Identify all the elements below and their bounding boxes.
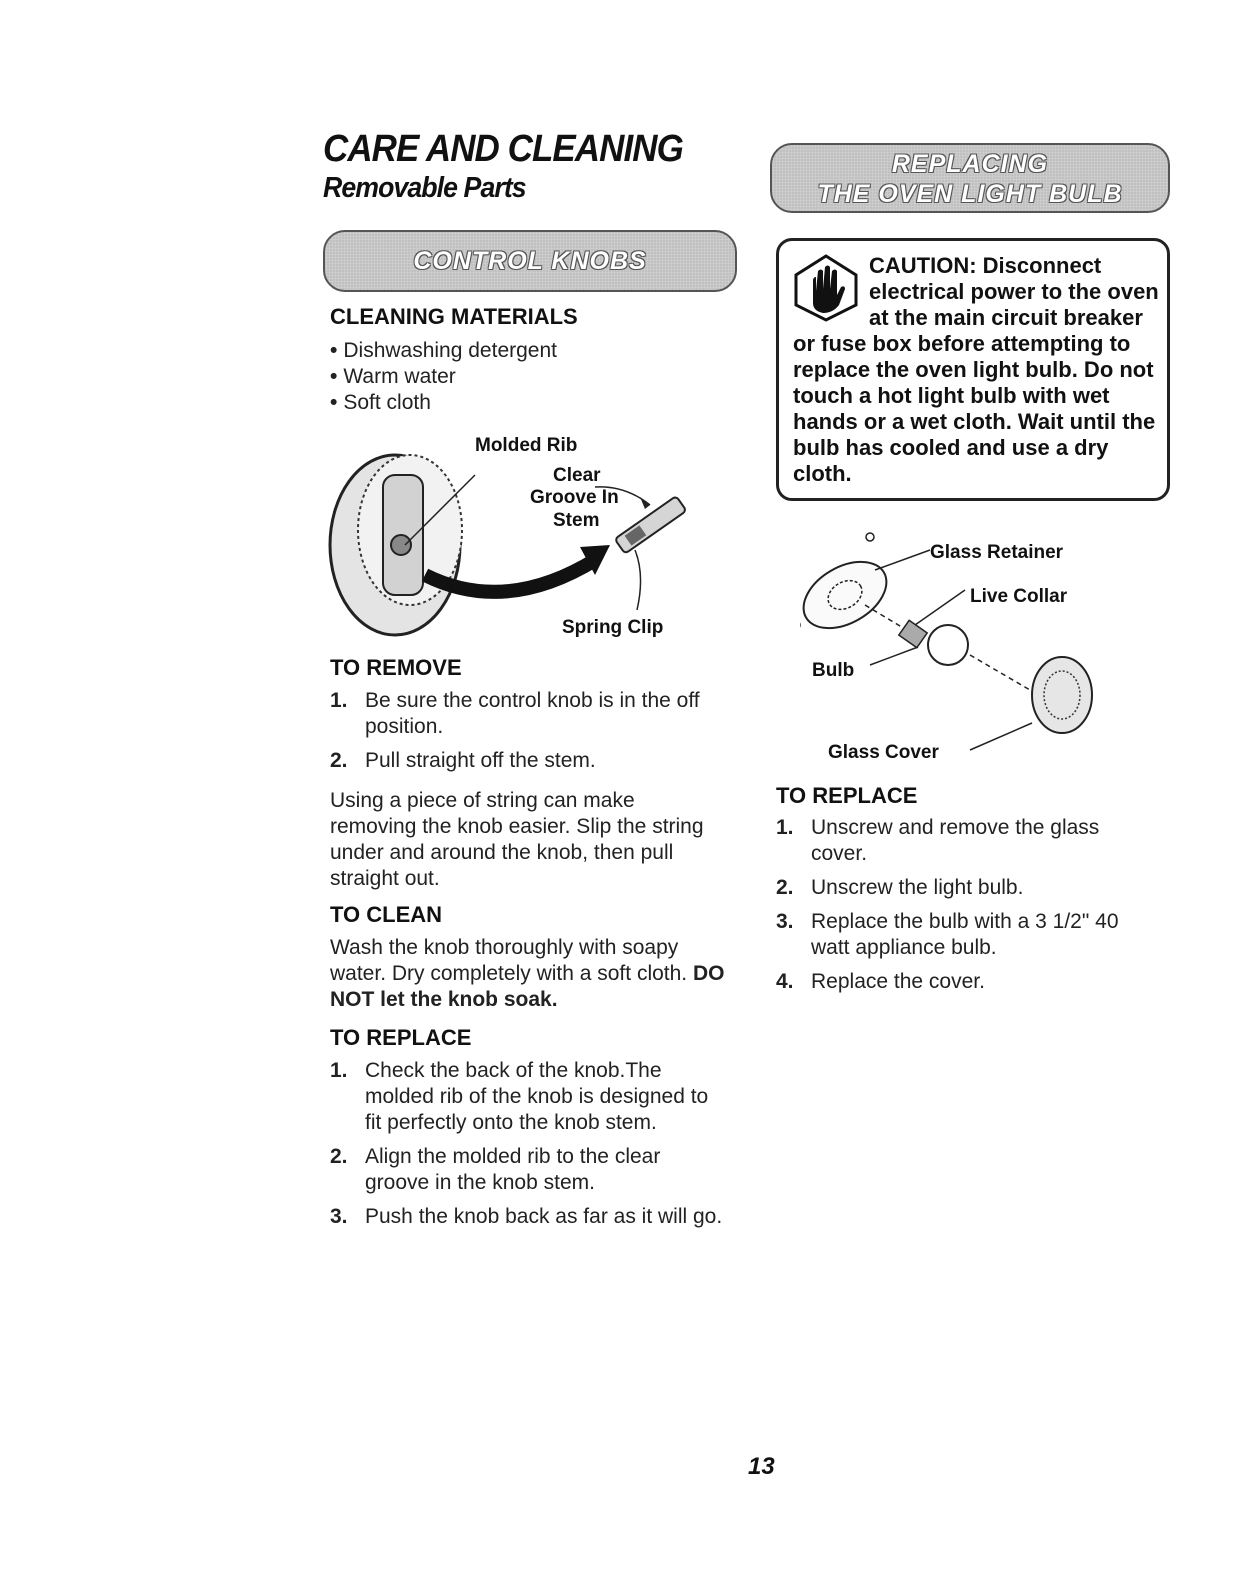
clear-label: Clear [553,465,601,486]
stem-label: Stem [553,510,600,531]
page-title: CARE AND CLEANING [323,128,683,170]
glass-cover-label: Glass Cover [828,742,939,763]
materials-list [330,338,730,416]
list-item: 1. Be sure the control knob is in the off position. [330,689,700,738]
to-clean-heading: TO CLEAN [330,902,443,927]
clean-text: Wash the knob thoroughly with soapy water. Dry completely with a soft cloth. DO NOT let the knob soak. [330,936,725,1011]
list-item: 2. Unscrew the light bulb. [776,876,1024,899]
caution-label: CAUTION: [869,253,977,278]
clean-warning: DO NOT let the knob soak. [330,962,725,1011]
cleaning-materials-heading: CLEANING MATERIALS [330,304,578,329]
groove-in-label: Groove In [530,487,619,508]
banner-line-1: REPLACING [891,150,1049,178]
bulb-label: Bulb [812,660,855,681]
to-replace-heading: TO REPLACE [330,1025,472,1050]
list-item: 3. Replace the bulb with a 3 1/2" 40 watt appliance bulb. [776,910,1119,959]
to-remove-heading: TO REMOVE [330,655,462,680]
spring-clip-label: Spring Clip [562,617,664,638]
remove-steps [330,688,730,782]
list-item: 2. Pull straight off the stem. [330,749,596,772]
list-item: 1. Check the back of the knob.The molded rib of the knob is designed to fit perfectly onto the knob stem. [330,1059,709,1134]
list-item: 2. Align the molded rib to the clear groove in the knob stem. [330,1145,661,1194]
replace-knob-steps [330,1058,730,1238]
banner-line-2: THE OVEN LIGHT BULB [817,180,1123,208]
list-item: 3. Push the knob back as far as it will go. [330,1205,723,1228]
control-knobs-banner: CONTROL KNOBS [323,230,737,292]
molded-rib-label: Molded Rib [475,435,578,456]
caution-message: CAUTION: Disconnect electrical power to the oven at the main circuit breaker or fuse box before attempting to replace the oven light bulb. Do not touch a hot light bulb with wet hands or a wet cloth. Wait until the bulb has cooled and use a dry cloth. [793,253,1159,486]
replacing-bulb-banner [770,143,1170,213]
bulb-diagram [800,525,1130,775]
hand-warning-icon [793,253,859,323]
page-subtitle: Removable Parts [323,172,526,204]
live-collar-label: Live Collar [970,586,1068,607]
glass-retainer-label: Glass Retainer [930,542,1064,563]
list-item: • Warm water [330,364,730,390]
list-item: • Soft cloth [330,390,730,416]
page-number: 13 [748,1453,775,1480]
bulb-replace-steps [776,815,1146,1003]
list-item: 1. Unscrew and remove the glass cover. [776,816,1100,865]
list-item: • Dishwashing detergent [330,338,730,364]
caution-box [776,238,1170,501]
remove-note: Using a piece of string can make removing the knob easier. Slip the string under and around the knob, then pull straight out. [330,789,704,890]
knob-illustration [325,435,725,650]
list-item: 4. Replace the cover. [776,970,985,993]
knob-diagram [325,435,725,650]
bulb-replace-heading: TO REPLACE [776,783,918,808]
